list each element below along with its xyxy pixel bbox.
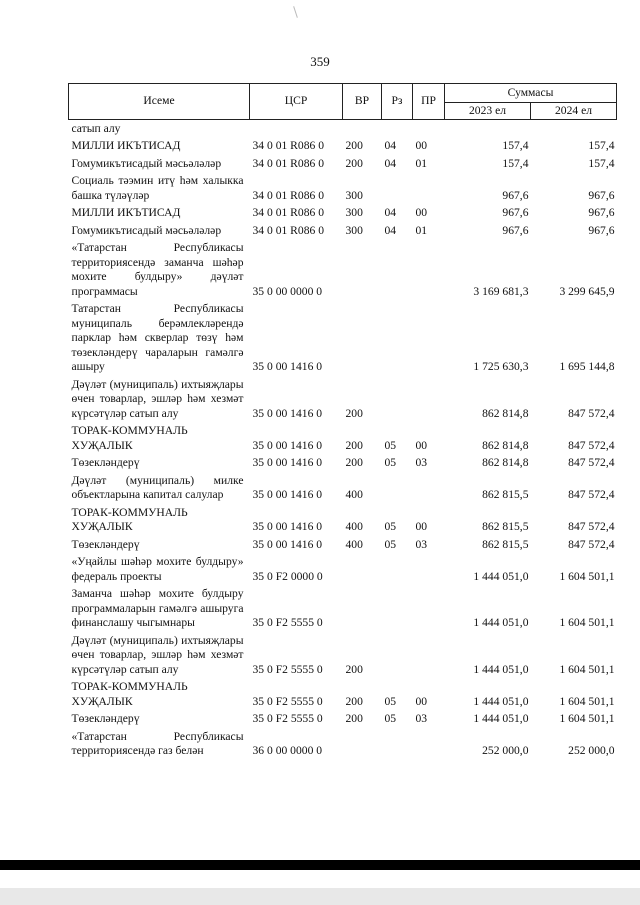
row-sum-2023: 862 815,5 — [482, 520, 529, 533]
row-sum-2023: 862 815,5 — [482, 537, 529, 551]
row-name: «Татарстан Республикасы территориясендә газ белән — [71, 729, 244, 757]
table-row — [69, 536, 617, 554]
row-rz: 04 — [384, 139, 397, 152]
row-pr — [413, 632, 445, 679]
row-sum-2024: 967,6 — [588, 223, 615, 237]
table-row — [69, 222, 617, 240]
row-vr: 200 — [345, 139, 363, 152]
row-pr: 00 — [415, 520, 428, 533]
row-sum-2024: 1 695 144,8 — [559, 360, 615, 373]
row-vr: 200 — [345, 456, 363, 469]
row-sum-2023: 1 725 630,3 — [473, 360, 529, 373]
row-name: Төзекләндерү — [71, 456, 140, 469]
row-name: ТОРАК-КОММУНАЛЬ ХУҖАЛЫК — [71, 680, 188, 708]
scan-bottom-border — [0, 860, 640, 870]
row-pr — [413, 586, 445, 633]
row-csr: 35 0 00 1416 0 — [252, 537, 323, 551]
row-vr: 300 — [345, 206, 363, 219]
header-vr: ВР — [343, 84, 382, 120]
row-sum-2023: 862 814,8 — [482, 438, 529, 452]
row-vr — [343, 586, 382, 633]
row-csr: 35 0 F2 5555 0 — [252, 616, 323, 629]
row-sum-2024: 847 572,4 — [568, 488, 615, 501]
budget-table — [68, 83, 617, 760]
table-row — [69, 301, 617, 377]
header-year-2024: 2024 ел — [531, 103, 617, 120]
row-vr: 300 — [345, 188, 363, 202]
row-pr: 03 — [415, 537, 428, 551]
row-rz — [382, 586, 413, 633]
row-sum-2024: 847 572,4 — [568, 406, 615, 420]
row-pr: 03 — [415, 456, 428, 469]
row-sum-2023: 157,4 — [502, 139, 529, 152]
row-csr: 36 0 00 0000 0 — [252, 744, 323, 757]
row-vr — [343, 728, 382, 760]
row-name: Дәүләт (муниципаль) ихтыяҗлары өчен товарлар, эшләр һәм хезмәт күрсәтүләр сатып алу — [71, 633, 244, 676]
row-rz — [382, 554, 413, 586]
row-csr: 35 0 00 1416 0 — [252, 406, 323, 420]
row-sum-2023: 967,6 — [502, 223, 529, 237]
table-row — [69, 138, 617, 156]
scan-mark — [293, 6, 298, 18]
table-row — [69, 586, 617, 633]
row-vr: 200 — [345, 712, 363, 725]
row-rz — [382, 376, 413, 423]
row-sum-2023: 967,6 — [502, 188, 529, 202]
row-sum-2024: 1 604 501,1 — [559, 662, 615, 676]
row-vr: 300 — [345, 223, 363, 237]
row-name: «Уңайлы шәһәр мохите булдыру» федераль проекты — [71, 555, 244, 583]
row-sum-2023: 1 444 051,0 — [473, 694, 529, 708]
row-pr — [413, 376, 445, 423]
row-rz: 05 — [384, 520, 397, 533]
row-vr: 200 — [345, 694, 363, 708]
row-vr — [343, 240, 382, 301]
row-sum-2023: 862 814,8 — [482, 406, 529, 420]
row-vr: 200 — [345, 438, 363, 452]
row-name: Гомумикътисадый мәсьәләләр — [71, 156, 222, 170]
row-sum-2024: 1 604 501,1 — [559, 616, 615, 629]
row-rz: 04 — [384, 156, 397, 170]
header-sums: Суммасы — [445, 84, 617, 103]
row-vr — [343, 120, 382, 138]
row-pr — [413, 728, 445, 760]
row-pr — [413, 301, 445, 377]
row-rz — [382, 728, 413, 760]
row-vr: 400 — [345, 537, 363, 551]
row-name: «Татарстан Республикасы территориясендә заманча шәһәр мохите булдыру» дәүләт программасы — [71, 241, 244, 298]
table-row — [69, 240, 617, 301]
row-pr: 00 — [415, 206, 428, 219]
row-pr: 00 — [415, 139, 428, 152]
table-row — [69, 155, 617, 173]
row-rz: 04 — [384, 206, 397, 219]
table-row — [69, 711, 617, 729]
table-row — [69, 120, 617, 138]
row-sum-2023: 1 444 051,0 — [473, 712, 529, 725]
row-rz — [382, 632, 413, 679]
row-sum-2024: 3 299 645,9 — [559, 284, 615, 298]
row-csr: 35 0 00 1416 0 — [252, 456, 323, 469]
row-pr — [413, 240, 445, 301]
table-row — [69, 376, 617, 423]
row-sum-2024: 847 572,4 — [568, 520, 615, 533]
row-rz: 05 — [384, 537, 397, 551]
row-vr — [343, 301, 382, 377]
row-csr: 34 0 01 R086 0 — [252, 139, 324, 152]
row-rz — [382, 472, 413, 504]
row-rz: 05 — [384, 456, 397, 469]
row-pr: 00 — [415, 438, 428, 452]
header-rz: Рз — [382, 84, 413, 120]
scan-bottom-margin — [0, 888, 640, 905]
row-csr: 35 0 00 1416 0 — [252, 488, 323, 501]
header-pr: ПР — [413, 84, 445, 120]
row-sum-2023: 1 444 051,0 — [473, 569, 529, 583]
row-sum-2023: 862 815,5 — [482, 488, 529, 501]
row-sum-2023 — [445, 120, 531, 138]
header-csr: ЦСР — [250, 84, 343, 120]
row-sum-2024: 157,4 — [588, 139, 615, 152]
row-sum-2024: 1 604 501,1 — [559, 569, 615, 583]
row-sum-2024: 967,6 — [588, 206, 615, 219]
row-rz — [382, 240, 413, 301]
row-rz — [382, 120, 413, 138]
row-sum-2023: 3 169 681,3 — [473, 284, 529, 298]
row-rz — [382, 301, 413, 377]
row-name: ТОРАК-КОММУНАЛЬ ХУҖАЛЫК — [71, 505, 188, 533]
row-pr — [413, 554, 445, 586]
row-csr: 35 0 F2 5555 0 — [252, 712, 323, 725]
row-rz — [382, 173, 413, 205]
row-csr: 35 0 00 0000 0 — [252, 284, 323, 298]
row-csr: 34 0 01 R086 0 — [252, 156, 324, 170]
row-sum-2024: 252 000,0 — [568, 744, 615, 757]
row-csr: 35 0 F2 5555 0 — [252, 694, 323, 708]
row-pr: 03 — [415, 712, 428, 725]
row-rz: 05 — [384, 712, 397, 725]
row-sum-2024 — [531, 120, 617, 138]
table-row — [69, 455, 617, 473]
row-name: сатып алу — [71, 121, 121, 135]
row-csr: 35 0 00 1416 0 — [252, 438, 323, 452]
row-rz: 05 — [384, 438, 397, 452]
header-name: Исеме — [69, 84, 250, 120]
row-sum-2023: 862 814,8 — [482, 456, 529, 469]
row-csr: 35 0 F2 0000 0 — [252, 569, 323, 583]
table-row — [69, 173, 617, 205]
row-name: МИЛЛИ ИКЪТИСАД — [71, 139, 181, 152]
table-row — [69, 504, 617, 536]
row-rz: 04 — [384, 223, 397, 237]
table-row — [69, 728, 617, 760]
row-csr — [250, 120, 343, 138]
row-name: Дәүләт (муниципаль) ихтыяҗлары өчен товарлар, эшләр һәм хезмәт күрсәтүләр сатып алу — [71, 377, 244, 420]
row-sum-2024: 967,6 — [588, 188, 615, 202]
row-csr: 34 0 01 R086 0 — [252, 223, 324, 237]
row-csr: 35 0 00 1416 0 — [252, 520, 323, 533]
row-sum-2023: 157,4 — [502, 156, 529, 170]
row-name: МИЛЛИ ИКЪТИСАД — [71, 206, 181, 219]
row-name: ТОРАК-КОММУНАЛЬ ХУҖАЛЫК — [71, 424, 188, 452]
row-sum-2024: 1 604 501,1 — [559, 712, 615, 725]
row-name: Заманча шәһәр мохите булдыру программаларын гамәлгә ашыруга финанслашу чыгымнары — [71, 587, 244, 629]
row-vr: 200 — [345, 662, 363, 676]
row-sum-2023: 967,6 — [502, 206, 529, 219]
row-csr: 34 0 01 R086 0 — [252, 188, 324, 202]
row-sum-2023: 1 444 051,0 — [473, 662, 529, 676]
row-vr: 400 — [345, 488, 363, 501]
table-row — [69, 472, 617, 504]
row-pr: 00 — [415, 694, 428, 708]
row-pr — [413, 472, 445, 504]
row-csr: 35 0 F2 5555 0 — [252, 662, 323, 676]
row-pr: 01 — [415, 156, 428, 170]
header-year-2023: 2023 ел — [445, 103, 531, 120]
table-row — [69, 554, 617, 586]
table-row — [69, 632, 617, 679]
table-row — [69, 205, 617, 223]
row-vr — [343, 554, 382, 586]
row-name: Гомумикътисадый мәсьәләләр — [71, 223, 222, 237]
row-vr: 200 — [345, 406, 363, 420]
row-sum-2024: 157,4 — [588, 156, 615, 170]
table-row — [69, 423, 617, 455]
row-name: Дәүләт (муниципаль) милке объектларына капитал салулар — [71, 473, 244, 501]
page-number: 359 — [310, 54, 330, 69]
row-sum-2023: 1 444 051,0 — [473, 616, 529, 629]
row-vr: 400 — [345, 520, 363, 533]
row-pr — [413, 120, 445, 138]
row-pr — [413, 173, 445, 205]
row-sum-2024: 847 572,4 — [568, 456, 615, 469]
row-name: Социаль тәэмин итү һәм халыкка башка түләүләр — [71, 174, 244, 202]
row-sum-2024: 847 572,4 — [568, 537, 615, 551]
table-body — [69, 120, 617, 761]
row-name: Төзекләндерү — [71, 712, 140, 725]
row-vr: 200 — [345, 156, 363, 170]
row-rz: 05 — [384, 694, 397, 708]
row-sum-2024: 1 604 501,1 — [559, 694, 615, 708]
row-name: Татарстан Республикасы муниципаль берәмлекләрендә парклар һәм скверлар төзү һәм төзекләндерү чараларын гамәлгә ашыру — [71, 302, 244, 373]
row-csr: 34 0 01 R086 0 — [252, 206, 324, 219]
row-name: Төзекләндерү — [71, 537, 140, 551]
row-sum-2024: 847 572,4 — [568, 438, 615, 452]
row-sum-2023: 252 000,0 — [482, 744, 529, 757]
row-csr: 35 0 00 1416 0 — [252, 360, 323, 373]
row-pr: 01 — [415, 223, 428, 237]
table-row — [69, 679, 617, 711]
